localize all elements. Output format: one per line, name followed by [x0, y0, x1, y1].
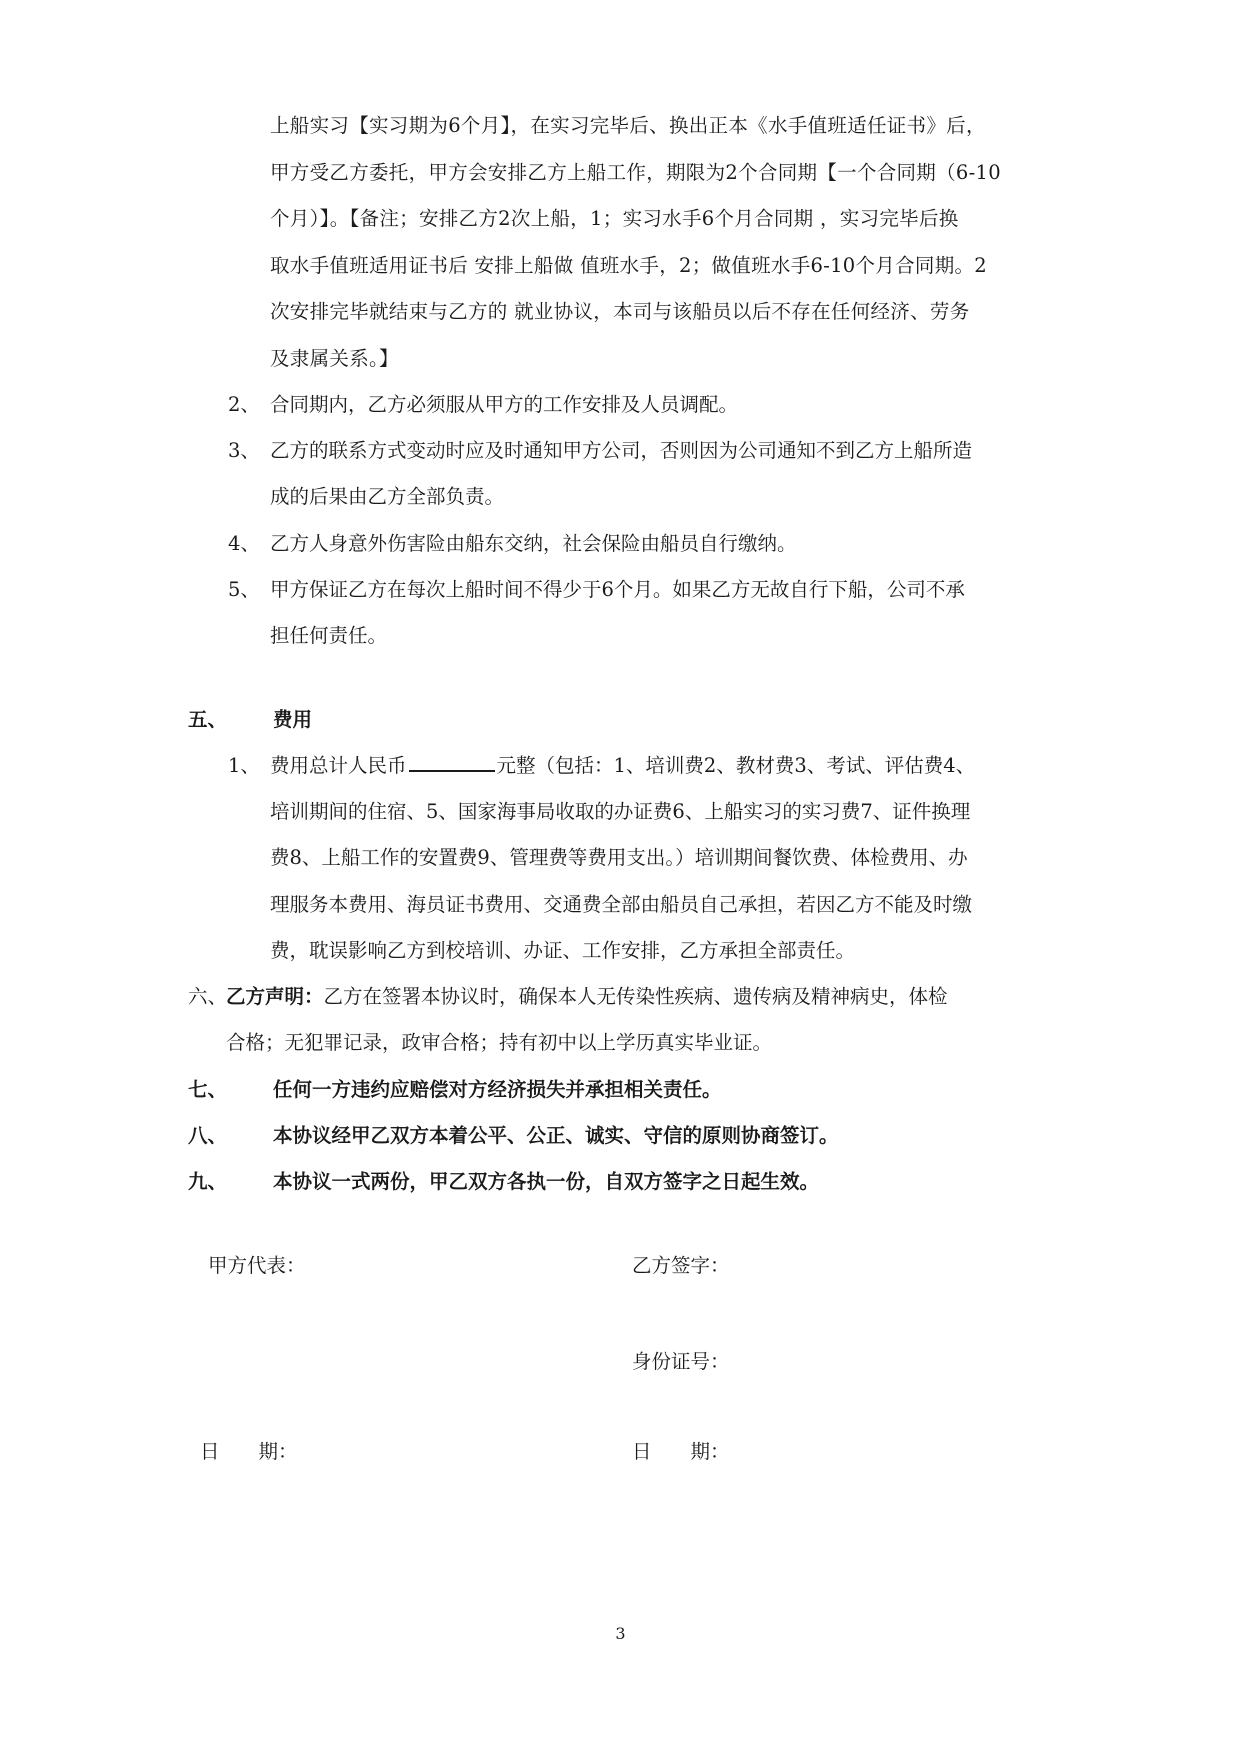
list-text: 乙方的联系方式变动时应及时通知甲方公司，否则因为公司通知不到乙方上船所造	[270, 439, 973, 462]
party-a-representative-label: 甲方代表：	[208, 1254, 306, 1277]
paragraph-top	[270, 103, 1050, 382]
section-text: 乙方在签署本协议时，确保本人无传染性疾病、遗传病及精神病史，体检	[323, 985, 948, 1008]
section-text: 任何一方违约应赔偿对方经济损失并承担相关责任。	[273, 1078, 722, 1101]
id-number-label: 身份证号：	[632, 1350, 730, 1373]
fee-text-before: 费用总计人民币	[270, 754, 407, 777]
list-text: 成的后果由乙方全部负责。	[270, 485, 505, 508]
list-number: 2、	[228, 393, 260, 416]
paragraph-line: 上船实习【实习期为6个月】，在实习完毕后、换出正本《水手值班适任证书》后，	[270, 114, 986, 137]
list-number: 4、	[228, 532, 260, 555]
section-6-line-2: 合格；无犯罪记录，政审合格；持有初中以上学历真实毕业证。	[226, 1031, 773, 1054]
paragraph-line: 甲方受乙方委托，甲方会安排乙方上船工作，期限为2个合同期【一个合同期（6-10	[270, 160, 1001, 184]
list-text: 乙方人身意外伤害险由船东交纳，社会保险由船员自行缴纳。	[270, 532, 797, 555]
section-6-line-1	[226, 974, 948, 1021]
paragraph-line: 及隶属关系。】	[270, 346, 399, 370]
page-number: 3	[615, 1624, 626, 1643]
section-number: 五、	[188, 708, 228, 731]
paragraph-line: 取水手值班适用证书后 安排上船做 值班水手，2；做值班水手6-10个月合同期。2	[270, 253, 988, 277]
fee-line: 费，耽误影响乙方到校培训、办证、工作安排，乙方承担全部责任。	[270, 939, 856, 962]
section-number: 八、	[188, 1124, 228, 1147]
section-number: 七、	[188, 1078, 228, 1101]
section-number: 六、	[188, 985, 228, 1008]
list-number: 5、	[228, 578, 260, 601]
fee-line-1	[270, 743, 975, 790]
fee-line: 理服务本费用、海员证书费用、交通费全部由船员自己承担，若因乙方不能及时缴	[270, 893, 973, 916]
amount-blank	[409, 752, 495, 772]
section-title: 费用	[273, 708, 313, 731]
list-number: 3、	[228, 439, 260, 462]
fee-line: 费8、上船工作的安置费9、管理费等费用支出。）培训期间餐饮费、体检费用、办	[270, 846, 968, 869]
section-text: 本协议一式两份，甲乙双方各执一份，自双方签字之日起生效。	[273, 1170, 820, 1193]
date-label-b: 日 期：	[632, 1440, 730, 1463]
list-text: 甲方保证乙方在每次上船时间不得少于6个月。如果乙方无故自行下船，公司不承	[270, 578, 965, 601]
paragraph-line: 次安排完毕就结束与乙方的 就业协议，本司与该船员以后不存在任何经济、劳务	[270, 300, 970, 323]
date-label-a: 日 期：	[200, 1440, 298, 1463]
fee-text-after: 元整（包括：1、培训费2、教材费3、考试、评估费4、	[496, 754, 976, 777]
list-text: 合同期内，乙方必须服从甲方的工作安排及人员调配。	[270, 393, 739, 416]
list-number: 1、	[228, 754, 260, 777]
section-number: 九、	[188, 1170, 228, 1193]
fee-line: 培训期间的住宿、5、国家海事局收取的办证费6、上船实习的实习费7、证件换理	[270, 800, 971, 823]
section-label: 乙方声明：	[226, 985, 324, 1008]
section-text: 本协议经甲乙双方本着公平、公正、诚实、守信的原则协商签订。	[273, 1124, 839, 1147]
list-text: 担任何责任。	[270, 624, 388, 647]
party-b-signature-label: 乙方签字：	[632, 1254, 730, 1277]
paragraph-line: 个月）】。【备注；安排乙方2次上船，1；实习水手6个月合同期 ，实习完毕后换	[270, 207, 959, 230]
